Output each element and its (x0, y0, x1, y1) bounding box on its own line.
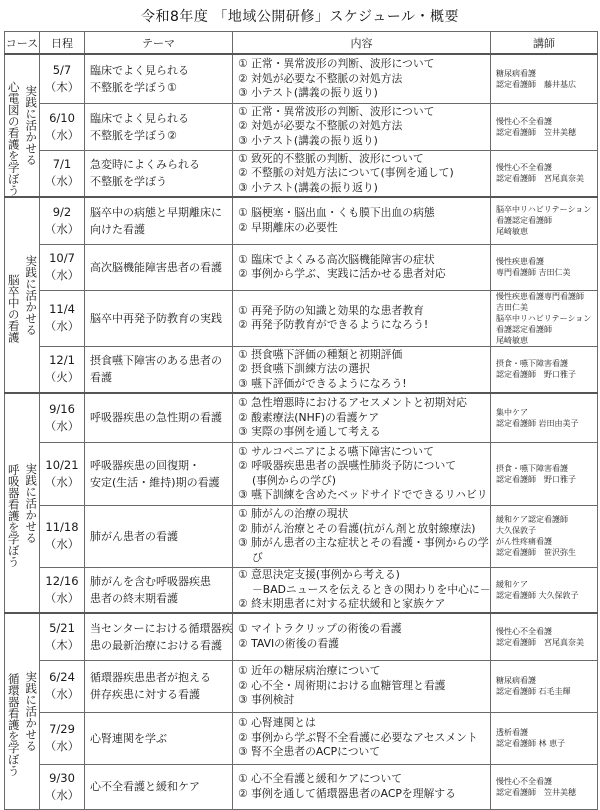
theme-text: 併存疾患に対する看護 (90, 688, 200, 701)
date-cell (40, 712, 85, 764)
theme-text: 脳卒中の病態と早期離床に (90, 205, 222, 219)
theme-text: 臨床でよく見られる (90, 63, 189, 77)
date-text: 10/21 (45, 457, 79, 472)
lecturer-text: 大久保敦子 (496, 526, 536, 535)
content-item: ① 摂食嚥下評価の種類と初期評価 (238, 347, 403, 361)
table-row (5, 505, 598, 567)
weekday-text: （水） (44, 590, 80, 605)
date-text: 7/1 (52, 157, 72, 172)
content-item: ① 心不全看護と緩和ケアについて (238, 772, 403, 785)
content-cell (233, 660, 491, 712)
content-item: ① 意思決定支援(事例から考える) (238, 568, 400, 581)
lecturer-text: 慢性心不全看護 (496, 116, 552, 126)
theme-cell (85, 54, 233, 103)
lecturer-text: 認定看護師 宮尾真奈美 (496, 174, 584, 184)
date-text: 9/16 (49, 401, 75, 416)
theme-text: 患者の終末期看護 (90, 591, 178, 605)
lecturer-text: 専門看護師 吉田仁美 (496, 268, 571, 277)
content-item: ② 心不全・周術期における血糖管理と看護 (238, 678, 446, 692)
content-item: ② 不整脈の対処方法について(事例を通して) (238, 166, 454, 179)
weekday-text: （水） (44, 268, 80, 282)
page-title: 令和8年度 「地域公開研修」スケジュール・概要 (140, 9, 460, 25)
theme-text: 循環器疾患患者が抱える (90, 671, 211, 684)
theme-cell (85, 393, 233, 442)
content-item: ② 事例から学ぶ腎不全看護に必要なアセスメント (238, 730, 478, 744)
date-text: 11/18 (45, 520, 79, 534)
date-cell (40, 290, 85, 346)
course-cell (5, 393, 40, 613)
date-cell (40, 613, 85, 660)
lecturer-text: 認定看護師 野口雅子 (496, 370, 576, 380)
content-item: ② TAVIの術後の看護 (238, 636, 339, 650)
lecturer-cell (491, 103, 598, 150)
content-cell (233, 103, 491, 150)
header-content: 内容 (233, 32, 491, 55)
lecturer-text: 看護認定看護師 (496, 216, 552, 226)
theme-cell (85, 150, 233, 197)
content-item: －BADニュースを伝えるときの関わりを中心に－ (252, 582, 491, 596)
lecturer-text: 脳卒中リハビリテーション (496, 205, 592, 215)
content-item: ① 肺がんの治療の現状 (238, 507, 349, 520)
date-cell (40, 442, 85, 505)
content-cell (233, 764, 491, 809)
lecturer-cell (491, 393, 598, 442)
content-cell (233, 150, 491, 197)
lecturer-text: 尾崎敏恵 (496, 227, 528, 237)
content-cell (233, 197, 491, 244)
date-text: 12/16 (45, 573, 79, 588)
table-row (5, 764, 598, 809)
weekday-text: （水） (44, 739, 80, 753)
lecturer-text: 認定看護師 笠井美穂 (496, 127, 576, 137)
theme-cell (85, 244, 233, 290)
header-course: コース (5, 32, 40, 55)
header-theme: テーマ (85, 32, 233, 55)
theme-text: 患の最新治療における看護 (90, 638, 222, 652)
lecturer-cell (491, 442, 598, 505)
content-item: ② 事例を通して循環器患者のACPを理解する (238, 786, 456, 800)
date-text: 10/7 (49, 251, 75, 265)
weekday-text: （火） (44, 370, 80, 385)
theme-text: 看護 (90, 371, 112, 385)
lecturer-text: 慢性心不全看護 (496, 626, 552, 636)
lecturer-cell (491, 764, 598, 809)
table-row (5, 290, 598, 346)
course-label-line: 呼吸器看護を学ぼう (6, 464, 21, 568)
lecturer-text: 慢性疾患看護 (496, 257, 544, 266)
lecturer-text: 吉田仁美 (496, 302, 528, 312)
theme-cell (85, 103, 233, 150)
content-item: び (252, 550, 263, 564)
theme-text: 呼吸器疾患の急性期の看護 (90, 411, 222, 425)
date-cell (40, 103, 85, 150)
table-row (5, 54, 598, 103)
course-label-line: 実践に活かせる (24, 462, 39, 544)
lecturer-text: 認定看護師 林 恵子 (496, 739, 566, 748)
theme-cell (85, 567, 233, 613)
content-item: ③ 嚥下評価ができるようになろう! (238, 376, 407, 390)
lecturer-text: 緩和ケア認定看護師 (496, 515, 568, 524)
content-cell (233, 244, 491, 290)
table-row (5, 613, 598, 660)
content-cell (233, 54, 491, 103)
content-cell (233, 290, 491, 346)
content-cell (233, 567, 491, 613)
content-item: ① 近年の糖尿病治療について (238, 664, 381, 678)
header-date: 日程 (40, 32, 85, 55)
theme-text: 高次脳機能障害患者の看護 (90, 260, 222, 274)
date-cell (40, 764, 85, 809)
lecturer-text: 認定看護師 大久保敦子 (496, 590, 579, 600)
date-cell (40, 393, 85, 442)
content-item: ② 対処が必要な不整脈の対処方法 (238, 71, 403, 85)
theme-cell (85, 712, 233, 764)
content-item: ③ 小テスト(講義の振り返り) (238, 86, 378, 100)
date-cell (40, 660, 85, 712)
lecturer-text: 透析看護 (496, 728, 528, 737)
lecturer-text: 慢性心不全看護 (496, 163, 552, 173)
table-row (5, 346, 598, 393)
content-item: ① マイトラクリップの術後の看護 (238, 622, 402, 636)
theme-cell (85, 613, 233, 660)
lecturer-cell (491, 712, 598, 764)
lecturer-text: 認定看護師 岩田由美子 (496, 418, 579, 428)
date-cell (40, 197, 85, 244)
lecturer-cell (491, 150, 598, 197)
schedule-body (5, 54, 598, 809)
table-row (5, 660, 598, 712)
content-item: ① サルコペニアによる嚥下障害について (238, 444, 434, 458)
table-row (5, 244, 598, 290)
date-cell (40, 346, 85, 393)
weekday-text: （水） (44, 537, 80, 551)
lecturer-text: 認定看護師 石毛圭輝 (496, 687, 571, 696)
content-item: ② 再発予防教育ができるようになろう! (238, 318, 429, 331)
content-item: (事例からの学び) (252, 473, 337, 487)
lecturer-cell (491, 613, 598, 660)
theme-cell (85, 505, 233, 567)
lecturer-cell (491, 290, 598, 346)
date-text: 5/7 (52, 62, 72, 77)
lecturer-text: 認定看護師 笹沢弥生 (496, 548, 576, 557)
theme-text: 心腎連関を学ぶ (90, 731, 167, 745)
date-text: 6/24 (49, 670, 75, 684)
date-text: 11/4 (49, 302, 75, 316)
content-item: ① 致死的不整脈の判断、波形について (238, 151, 424, 165)
content-item: ② 終末期患者に対する症状緩和と家族ケア (238, 597, 446, 610)
table-row (5, 197, 598, 244)
lecturer-text: 看護認定看護師 (496, 324, 552, 334)
theme-text: 不整脈を学ぼう (90, 175, 167, 189)
theme-cell (85, 660, 233, 712)
course-label-line: 心電図の看護を学ぼう (6, 81, 21, 196)
theme-cell (85, 197, 233, 244)
weekday-text: （水） (44, 127, 80, 142)
content-item: ③ 事例検討 (238, 693, 295, 707)
content-cell (233, 613, 491, 660)
weekday-text: （木） (44, 79, 80, 94)
theme-text: 呼吸器疾患の回復期・ (90, 458, 200, 472)
content-cell (233, 442, 491, 505)
theme-text: 臨床でよく見られる (90, 111, 189, 125)
content-item: ② 酸素療法(NHF)の看護ケア (238, 410, 380, 424)
lecturer-text: 認定看護師 笠井美穂 (496, 787, 576, 797)
table-row (5, 567, 598, 613)
lecturer-text: 認定看護師 藤井基広 (496, 79, 576, 89)
course-label-line: 循環器看護を学ぼう (6, 672, 21, 776)
weekday-text: （水） (44, 474, 80, 489)
content-item: ① 再発予防の知識と効果的な患者教育 (238, 303, 424, 317)
date-cell (40, 150, 85, 197)
table-row (5, 103, 598, 150)
content-item: ③ 実際の事例を通して考える (238, 425, 381, 438)
table-row (5, 393, 598, 442)
content-item: ③ 肺がん患者の主な症状とその看護・事例からの学 (238, 536, 489, 549)
content-item: ② 肺がん治療とその看護(抗がん剤と放射線療法) (238, 521, 476, 535)
content-item: ③ 小テスト(講義の振り返り) (238, 133, 378, 147)
course-label-line: 実践に活かせる (24, 671, 39, 752)
theme-text: 当センターにおける循環器疾 (90, 621, 233, 635)
theme-text: 急変時によくみられる (90, 158, 200, 172)
lecturer-cell (491, 660, 598, 712)
theme-text: 脳卒中再発予防教育の実践 (90, 311, 222, 325)
weekday-text: （水） (44, 319, 80, 333)
lecturer-text: 尾崎敏恵 (496, 335, 528, 345)
content-item: ① 正常・異常波形の判断、波形について (238, 104, 435, 118)
content-cell (233, 346, 491, 393)
content-item: ② 事例から学ぶ、実践に活かせる患者対応 (238, 267, 446, 280)
content-item: ① 急性増悪時におけるアセスメントと初期対応 (238, 396, 467, 409)
table-row (5, 150, 598, 197)
date-text: 7/29 (49, 722, 75, 736)
lecturer-cell (491, 505, 598, 567)
content-cell (233, 712, 491, 764)
lecturer-text: 糖尿病看護 (496, 68, 536, 78)
lecturer-text: 摂食・嚥下障害看護 (496, 359, 568, 369)
theme-text: 向けた看護 (90, 222, 145, 236)
weekday-text: （水） (44, 418, 80, 433)
date-cell (40, 244, 85, 290)
content-item: ② 早期離床の必要性 (238, 220, 338, 234)
theme-text: 安定(生活・維持)期の看護 (90, 475, 220, 489)
date-text: 9/30 (49, 770, 75, 785)
content-item: ② 対処が必要な不整脈の対処方法 (238, 119, 403, 133)
lecturer-cell (491, 567, 598, 613)
date-cell (40, 54, 85, 103)
lecturer-text: 摂食・嚥下障害看護 (496, 463, 568, 473)
content-item: ③ 腎不全患者のACPについて (238, 745, 381, 759)
lecturer-text: 糖尿病看護 (496, 676, 536, 685)
lecturer-cell (491, 197, 598, 244)
date-text: 5/21 (49, 620, 75, 635)
date-cell (40, 567, 85, 613)
date-text: 6/10 (49, 110, 75, 125)
lecturer-text: 慢性疾患看護専門看護師 (496, 291, 584, 301)
weekday-text: （水） (44, 787, 80, 802)
date-cell (40, 505, 85, 567)
lecturer-cell (491, 54, 598, 103)
weekday-text: （水） (44, 687, 80, 701)
course-cell (5, 54, 40, 197)
lecturer-text: 脳卒中リハビリテーション (496, 313, 592, 323)
content-item: ③ 小テスト(講義の振り返り) (238, 180, 378, 194)
course-cell (5, 613, 40, 809)
header-row (5, 32, 598, 55)
weekday-text: （水） (44, 174, 80, 189)
lecturer-text: がん性疼痛看護 (496, 537, 552, 546)
theme-cell (85, 346, 233, 393)
theme-text: 摂食嚥下障害のある患者の (90, 354, 222, 368)
content-item: ① 臨床でよくみる高次脳機能障害の症状 (238, 252, 435, 266)
content-item: ③ 嚥下訓練を含めたベッドサイドでできるリハビリ (238, 488, 488, 501)
content-item: ① 心腎連関とは (238, 716, 316, 730)
theme-text: 不整脈を学ぼう② (90, 128, 177, 142)
theme-text: 肺がん患者の看護 (90, 529, 178, 543)
lecturer-text: 緩和ケア (496, 579, 528, 589)
weekday-text: （水） (44, 221, 80, 236)
course-label-line: 脳卒中の看護 (6, 273, 21, 343)
lecturer-cell (491, 346, 598, 393)
content-item: ② 呼吸器疾患患者の誤嚥性肺炎予防について (238, 459, 457, 472)
course-cell (5, 197, 40, 393)
theme-text: 不整脈を学ぼう① (90, 80, 177, 94)
content-cell (233, 505, 491, 567)
theme-cell (85, 764, 233, 809)
content-cell (233, 393, 491, 442)
lecturer-cell (491, 244, 598, 290)
theme-text: 心不全看護と緩和ケア (90, 780, 200, 793)
course-label-line: 実践に活かせる (24, 85, 39, 166)
table-row (5, 712, 598, 764)
header-lecturer: 講師 (491, 32, 598, 55)
content-item: ① 正常・異常波形の判断、波形について (238, 57, 435, 71)
theme-cell (85, 442, 233, 505)
lecturer-text: 認定看護師 宮尾真奈美 (496, 637, 584, 647)
table-row (5, 442, 598, 505)
content-item: ② 摂食嚥下訓練方法の選択 (238, 362, 370, 375)
date-text: 12/1 (49, 353, 75, 368)
theme-cell (85, 290, 233, 346)
content-item: ① 脳梗塞・脳出血・くも膜下出血の病態 (238, 206, 435, 220)
theme-text: 肺がんを含む呼吸器疾患 (90, 574, 211, 588)
lecturer-text: 認定看護師 野口雅子 (496, 474, 576, 484)
course-label-line: 実践に活かせる (24, 254, 39, 336)
lecturer-text: 集中ケア (496, 407, 528, 417)
weekday-text: （木） (44, 637, 80, 652)
lecturer-text: 慢性心不全看護 (496, 776, 552, 786)
schedule-table (4, 31, 598, 810)
date-text: 9/2 (52, 204, 72, 219)
